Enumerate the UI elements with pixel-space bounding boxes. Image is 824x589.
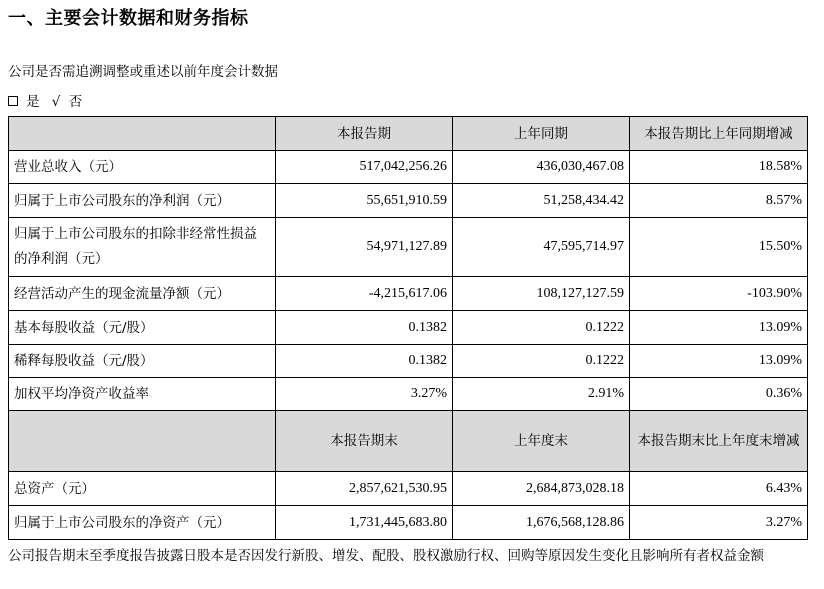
row-value-current: 1,731,445,683.80 xyxy=(276,506,453,540)
header-prior-year-end: 上年度末 xyxy=(453,411,630,472)
table-row xyxy=(9,151,808,184)
row-label: 基本每股收益（元/股） xyxy=(9,311,276,345)
row-value-current: 517,042,256.26 xyxy=(276,151,453,184)
row-value-prior: 436,030,467.08 xyxy=(453,151,630,184)
row-value-prior: 0.1222 xyxy=(453,345,630,378)
row-value-prior: 2,684,873,028.18 xyxy=(453,472,630,506)
row-label: 营业总收入（元） xyxy=(9,151,276,184)
row-label: 加权平均净资产收益率 xyxy=(9,378,276,411)
restatement-question: 公司是否需追溯调整或重述以前年度会计数据 xyxy=(8,64,278,80)
row-label: 总资产（元） xyxy=(9,472,276,506)
row-label: 归属于上市公司股东的净利润（元） xyxy=(9,184,276,218)
check-mark-icon: √ xyxy=(51,94,61,110)
header-blank-cell xyxy=(9,411,276,472)
row-value-current: 2,857,621,530.95 xyxy=(276,472,453,506)
row-value-current: 0.1382 xyxy=(276,311,453,345)
table-row xyxy=(9,472,808,506)
table-row xyxy=(9,506,808,540)
row-value-change: 15.50% xyxy=(630,218,808,277)
row-value-current: 54,971,127.89 xyxy=(276,218,453,277)
row-value-change: -103.90% xyxy=(630,277,808,311)
row-label: 归属于上市公司股东的扣除非经常性损益的净利润（元） xyxy=(9,218,276,277)
row-value-current: -4,215,617.06 xyxy=(276,277,453,311)
row-label: 经营活动产生的现金流量净额（元） xyxy=(9,277,276,311)
financial-data-table xyxy=(8,116,808,540)
header-current-period: 本报告期 xyxy=(276,117,453,151)
table-header-row xyxy=(9,117,808,151)
row-value-current: 0.1382 xyxy=(276,345,453,378)
row-value-prior: 108,127,127.59 xyxy=(453,277,630,311)
table-row xyxy=(9,277,808,311)
table-row xyxy=(9,218,808,277)
row-value-change: 13.09% xyxy=(630,345,808,378)
row-value-prior: 47,595,714.97 xyxy=(453,218,630,277)
choice-yes: 是 xyxy=(26,94,40,110)
row-value-change: 8.57% xyxy=(630,184,808,218)
table-row xyxy=(9,311,808,345)
header-period-end-change: 本报告期末比上年度末增减 xyxy=(630,411,808,472)
row-value-current: 55,651,910.59 xyxy=(276,184,453,218)
table-row xyxy=(9,378,808,411)
choice-no: 否 xyxy=(68,94,83,110)
table-row xyxy=(9,184,808,218)
checkbox-icon xyxy=(8,96,18,106)
restatement-choice xyxy=(8,90,82,110)
row-label: 稀释每股收益（元/股） xyxy=(9,345,276,378)
share-capital-change-note: 公司报告期末至季度报告披露日股本是否因发行新股、增发、配股、股权激励行权、回购等原因发生变化且影响所有者权益金额 xyxy=(8,548,764,564)
row-value-change: 13.09% xyxy=(630,311,808,345)
row-value-current: 3.27% xyxy=(276,378,453,411)
row-value-prior: 51,258,434.42 xyxy=(453,184,630,218)
row-value-change: 6.43% xyxy=(630,472,808,506)
table-header-row xyxy=(9,411,808,472)
header-current-period-end: 本报告期末 xyxy=(276,411,453,472)
row-label: 归属于上市公司股东的净资产（元） xyxy=(9,506,276,540)
row-value-prior: 1,676,568,128.86 xyxy=(453,506,630,540)
header-prior-period: 上年同期 xyxy=(453,117,630,151)
row-value-change: 3.27% xyxy=(630,506,808,540)
row-value-prior: 2.91% xyxy=(453,378,630,411)
header-blank-cell xyxy=(9,117,276,151)
table-row xyxy=(9,345,808,378)
section-title: 一、主要会计数据和财务指标 xyxy=(8,8,249,29)
header-period-change: 本报告期比上年同期增减 xyxy=(630,117,808,151)
row-value-prior: 0.1222 xyxy=(453,311,630,345)
row-value-change: 0.36% xyxy=(630,378,808,411)
row-value-change: 18.58% xyxy=(630,151,808,184)
